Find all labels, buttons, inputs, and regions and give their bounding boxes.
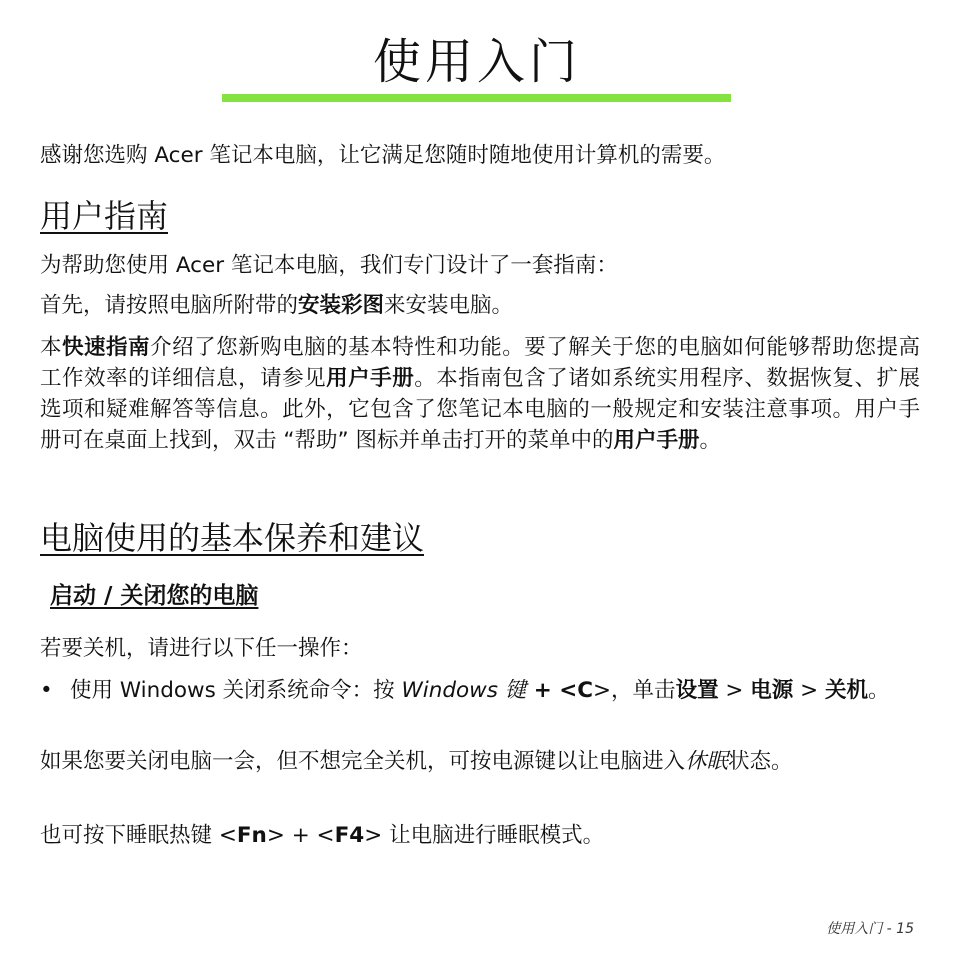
- sleep-hotkey-paragraph: [40, 820, 920, 851]
- f4-key-term: F4: [334, 823, 365, 848]
- power-term: 电源: [750, 678, 794, 703]
- text-run: >，单击: [593, 678, 676, 703]
- page-title: 使用入门: [372, 34, 581, 90]
- user-manual-term: 用户手册: [326, 366, 415, 391]
- title-underline-bar: [222, 94, 731, 102]
- hibernate-paragraph: [40, 746, 920, 777]
- text-run: >: [718, 678, 751, 703]
- text-run: 使用 Windows 关闭系统命令：按: [70, 678, 402, 703]
- bullet-item-windows-shutdown: [70, 675, 915, 706]
- text-run: 介绍了您新购电脑的基本特性和功能。要了解关于您的电脑如何能够帮助您提高工作效率的详细信息，请参见: [40, 335, 920, 391]
- intro-paragraph: 感谢您选购 Acer 笔记本电脑，让它满足您随时随地使用计算机的需要。: [40, 143, 726, 168]
- setup-poster-term: 安装彩图: [298, 293, 385, 318]
- text-run: 如果您要关闭电脑一会，但不想完全关机，可按电源键以让电脑进入: [40, 749, 686, 774]
- text-run: 首先，请按照电脑所附带的: [40, 293, 299, 318]
- hibernate-term: 休眠: [685, 749, 729, 774]
- user-guide-paragraph-2: [40, 290, 920, 321]
- text-run: 也可按下睡眠热键 <: [40, 823, 237, 848]
- text-run: 本: [40, 335, 63, 360]
- windows-key-term: Windows 键: [401, 678, 527, 703]
- subheading-power-on-off: 启动 / 关闭您的电脑: [50, 583, 259, 609]
- fn-key-term: Fn: [236, 823, 267, 848]
- bullet-marker: •: [40, 678, 53, 703]
- section-heading-care-tips: 电脑使用的基本保养和建议: [40, 519, 425, 557]
- text-run: 来安装电脑。: [384, 293, 514, 318]
- text-run: > + <: [266, 823, 335, 848]
- page-footer: 使用入门 - 15: [826, 921, 914, 937]
- text-run: + <: [526, 678, 578, 703]
- user-guide-paragraph-3: [40, 332, 920, 456]
- text-run: 。本指南包含了诸如系统实用程序、数据恢复、扩展选项和疑难解答等信息。此外，它包含了您笔记本电脑的一般规定和安装注意事项。用户手册可在桌面上找到，双击 “帮助” 图标并单击打开的菜单中的: [40, 366, 920, 453]
- user-manual-term: 用户手册: [613, 428, 700, 453]
- text-run: 。: [699, 428, 721, 453]
- user-guide-paragraph-1: 为帮助您使用 Acer 笔记本电脑，我们专门设计了一套指南：: [40, 253, 618, 278]
- text-run: 。: [867, 678, 890, 703]
- section-heading-user-guide: 用户指南: [40, 197, 169, 235]
- quick-guide-term: 快速指南: [62, 335, 151, 360]
- shutdown-term: 关机: [824, 678, 868, 703]
- text-run: 状态。: [728, 749, 793, 774]
- c-key-term: C: [577, 678, 594, 703]
- shutdown-intro-paragraph: 若要关机，请进行以下任一操作：: [40, 636, 363, 661]
- settings-term: 设置: [675, 678, 719, 703]
- text-run: > 让电脑进行睡眠模式。: [364, 823, 605, 848]
- text-run: >: [793, 678, 825, 703]
